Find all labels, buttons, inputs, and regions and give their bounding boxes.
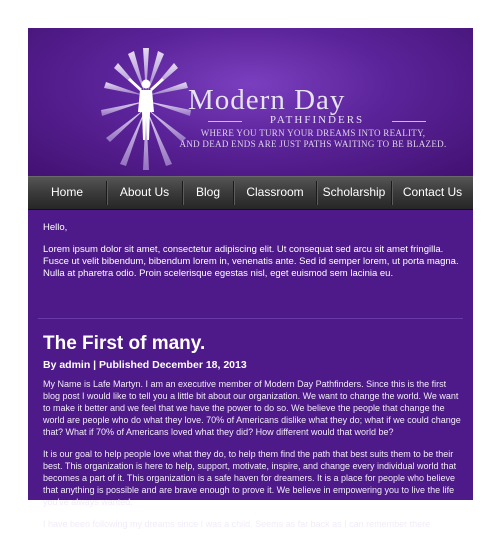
main-nav [28, 176, 473, 210]
nav-scholarship[interactable]: Scholarship [322, 185, 386, 199]
brand-tagline [178, 128, 448, 150]
intro-section [43, 222, 463, 290]
nav-home[interactable]: Home [50, 185, 83, 199]
nav-about-us[interactable]: About Us [119, 185, 170, 199]
post-paragraph: My Name is Lafe Martyn. I am an executive member of Modern Day Pathfinders. Since this is the first blog post I would like to tell you a little bit about our organization. We want to change the world. We want to make it better and we feel that we have the power to do so. We believe the people that change the world are people who do what they love. 70% of Americans dislike what they do; what if we could change that? What if 70% of Americans loved what they did? How different would that world be? [43, 379, 461, 437]
brand-subtitle: PATHFINDERS [269, 114, 365, 126]
page-container [28, 28, 473, 529]
post-paragraph: It is our goal to help people love what they do, to help them find the path that best suits them to be their best. This organization is here to help, support, motivate, inspire, and change every individual world that becomes a part of it. This organization is a safe haven for dreamers. It is a place for people who believe that anything is possible and are brave enough to prove it. We believe in empowering you to live the life you've always wanted. [43, 449, 457, 507]
subtitle-rule-right [392, 121, 426, 122]
subtitle-rule-left [208, 121, 242, 122]
brand-title: Modern Day [188, 84, 346, 116]
nav-classroom[interactable]: Classroom [246, 185, 304, 199]
intro-greeting: Hello, [43, 222, 68, 233]
post-body [43, 378, 463, 540]
site-header [28, 28, 473, 176]
tagline-line-2: AND DEAD ENDS ARE JUST PATHS WAITING TO BE BLAZED. [179, 139, 447, 149]
nav-blog[interactable]: Blog [195, 185, 221, 199]
nav-contact-us[interactable]: Contact Us [402, 185, 463, 199]
post-meta: By admin | Published December 18, 2013 [43, 359, 247, 371]
intro-text: Lorem ipsum dolor sit amet, consectetur adipiscing elit. Ut consequat sed arcu sit amet fringilla. Fusce ut velit bibendum, bibendum lorem in, venenatis ante. Sed id semper lorem, ut porta magna. Nulla at pharetra odio. Proin scelerisque egestas nisl, eget euismod sem lacinia eu. [43, 244, 459, 279]
tagline-line-1: WHERE YOU TURN YOUR DREAMS INTO REALITY, [200, 128, 426, 138]
post-paragraph: I have been following my dreams since I was a child. Seems as far back as I can remember there [43, 519, 431, 529]
section-divider [38, 318, 463, 319]
post-title[interactable]: The First of many. [43, 333, 206, 354]
pathfinder-logo-icon [98, 46, 194, 172]
